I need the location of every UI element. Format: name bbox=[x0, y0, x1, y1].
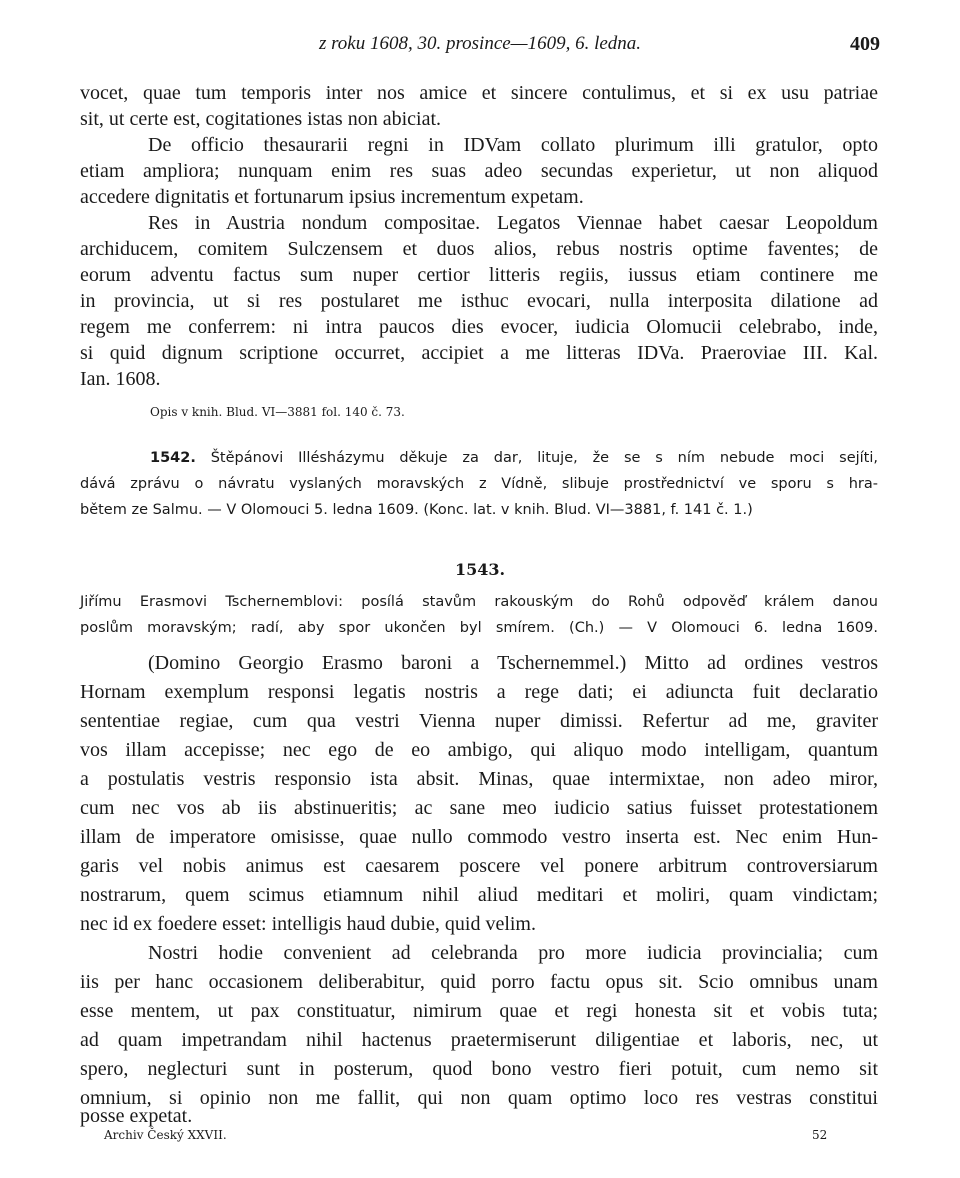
intro-line: accedere dignitatis et fortunarum ipsius incrementum expetam. bbox=[80, 186, 584, 208]
entry-1543-line: esse mentem, ut pax constituatur, nimirum quae et regi honesta sit et vobis tuta; bbox=[80, 1000, 878, 1022]
entry-1543-line: illam de imperatore omisisse, quae nullo commodo vestro inserta est. Nec enim Hun- bbox=[80, 826, 878, 848]
intro-line: Res in Austria nondum compositae. Legatos Viennae habet caesar Leopoldum bbox=[148, 212, 878, 234]
entry-1543-line: ad quam impetrandam nihil hactenus praetermiserunt diligentiae et laboris, nec, ut bbox=[80, 1029, 878, 1051]
intro-line: De officio thesaurarii regni in IDVam collato plurimum illi gratulor, opto bbox=[148, 134, 878, 156]
entry-1543-line: nostrarum, quem scimus etiamnum nihil aliud meditari et moliri, quam vindictam; bbox=[80, 884, 878, 906]
running-header-title: z roku 1608, 30. prosince—1609, 6. ledna. bbox=[318, 33, 642, 54]
entry-1543-line: (Domino Georgio Erasmo baroni a Tschernemmel.) Mitto ad ordines vestros bbox=[148, 652, 878, 674]
intro-line: eorum adventu factus sum nuper certior litteris regiis, iussus etiam continere me bbox=[80, 264, 878, 286]
intro-line: si quid dignum scriptione occurret, accipiet a me litteras IDVa. Praeroviae III. Kal. bbox=[80, 342, 878, 364]
entry-1543-number: 1543. bbox=[454, 560, 506, 579]
intro-line: archiducem, comitem Sulczensem et duos alios, rebus nostris optime faventes; de bbox=[80, 238, 878, 260]
footer-volume: Archiv Český XXVII. bbox=[104, 1128, 227, 1142]
intro-line: sit, ut certe est, cogitationes istas non abiciat. bbox=[80, 108, 442, 130]
entry-1543-line: iis per hanc occasionem deliberabitur, quid porro factu opus sit. Scio omnibus unam bbox=[80, 971, 878, 993]
entry-1543-line: omnium, si opinio non me fallit, qui non quam optimo loco res vestras constitui bbox=[80, 1087, 878, 1109]
page-number: 409 bbox=[850, 33, 880, 55]
entry-1543-line: sententiae regiae, cum qua vestri Vienna nuper dimissi. Refertur ad me, graviter bbox=[80, 710, 878, 732]
source-note: Opis v knih. Blud. VI—3881 fol. 140 č. 73. bbox=[150, 405, 405, 419]
entry-1543-summary: Jiřímu Erasmovi Tschernemblovi: posílá stavům rakouským do Rohů odpověď králem danou bbox=[80, 594, 878, 610]
intro-line: etiam ampliora; nunquam enim res suas adeo secundas experietur, ut non aliquod bbox=[80, 160, 878, 182]
entry-1543-line: Hornam exemplum responsi legatis nostris a rege dati; ei adiuncta fuit declaratio bbox=[80, 681, 878, 703]
intro-line: in provincia, ut si res postularet me isthuc evocari, nulla interposita dilatione ad bbox=[80, 290, 878, 312]
intro-line: vocet, quae tum temporis inter nos amice et sincere contulimus, et si ex usu patriae bbox=[80, 82, 878, 104]
entry-1543-line: garis vel nobis animus est caesarem poscere vel ponere arbitrum controversiarum bbox=[80, 855, 878, 877]
running-header bbox=[80, 33, 880, 57]
entry-1543-line: vos illam accepisse; nec ego de eo ambigo, qui aliquo modo intelligam, quantum bbox=[80, 739, 878, 761]
entry-1543-line: posse expetat. bbox=[80, 1105, 193, 1127]
entry-1542-number: 1542. bbox=[150, 450, 196, 466]
entry-1543-line: cum nec vos ab iis abstinueritis; ac sane meo iudicio satius fuisset protestationem bbox=[80, 797, 878, 819]
entry-1543-line: nec id ex foedere esset: intelligis haud dubie, quid velim. bbox=[80, 913, 536, 935]
entry-1542-line: dává zprávu o návratu vyslaných moravských z Vídně, slibuje prostřednictví ve sporu s hra- bbox=[80, 476, 878, 492]
footer-signature: 52 bbox=[812, 1128, 828, 1142]
intro-line: regem me conferrem: ni intra paucos dies evocer, iudicia Olomucii celebrabo, inde, bbox=[80, 316, 878, 338]
entry-1542-line bbox=[150, 446, 878, 470]
intro-line: Ian. 1608. bbox=[80, 368, 161, 390]
entry-1543-line: a postulatis vestris responsio ista absit. Minas, quae intermixtae, non adeo miror, bbox=[80, 768, 878, 790]
entry-1542-line: bětem ze Salmu. — V Olomouci 5. ledna 1609. (Konc. lat. v knih. Blud. VI—3881, f. 141 č. 1.) bbox=[80, 502, 753, 518]
entry-1543-line: Nostri hodie convenient ad celebranda pro more iudicia provincialia; cum bbox=[148, 942, 878, 964]
entry-1542-text: Štěpánovi Illésházymu děkuje za dar, lituje, že se s ním nebude moci sejíti, bbox=[210, 450, 878, 466]
entry-1543-summary: poslům moravským; radí, aby spor ukončen byl smírem. (Ch.) — V Olomouci 6. ledna 1609. bbox=[80, 620, 878, 636]
entry-1543-line: spero, neglecturi sunt in posterum, quod bono vestro fieri potuit, cum nemo sit bbox=[80, 1058, 878, 1080]
